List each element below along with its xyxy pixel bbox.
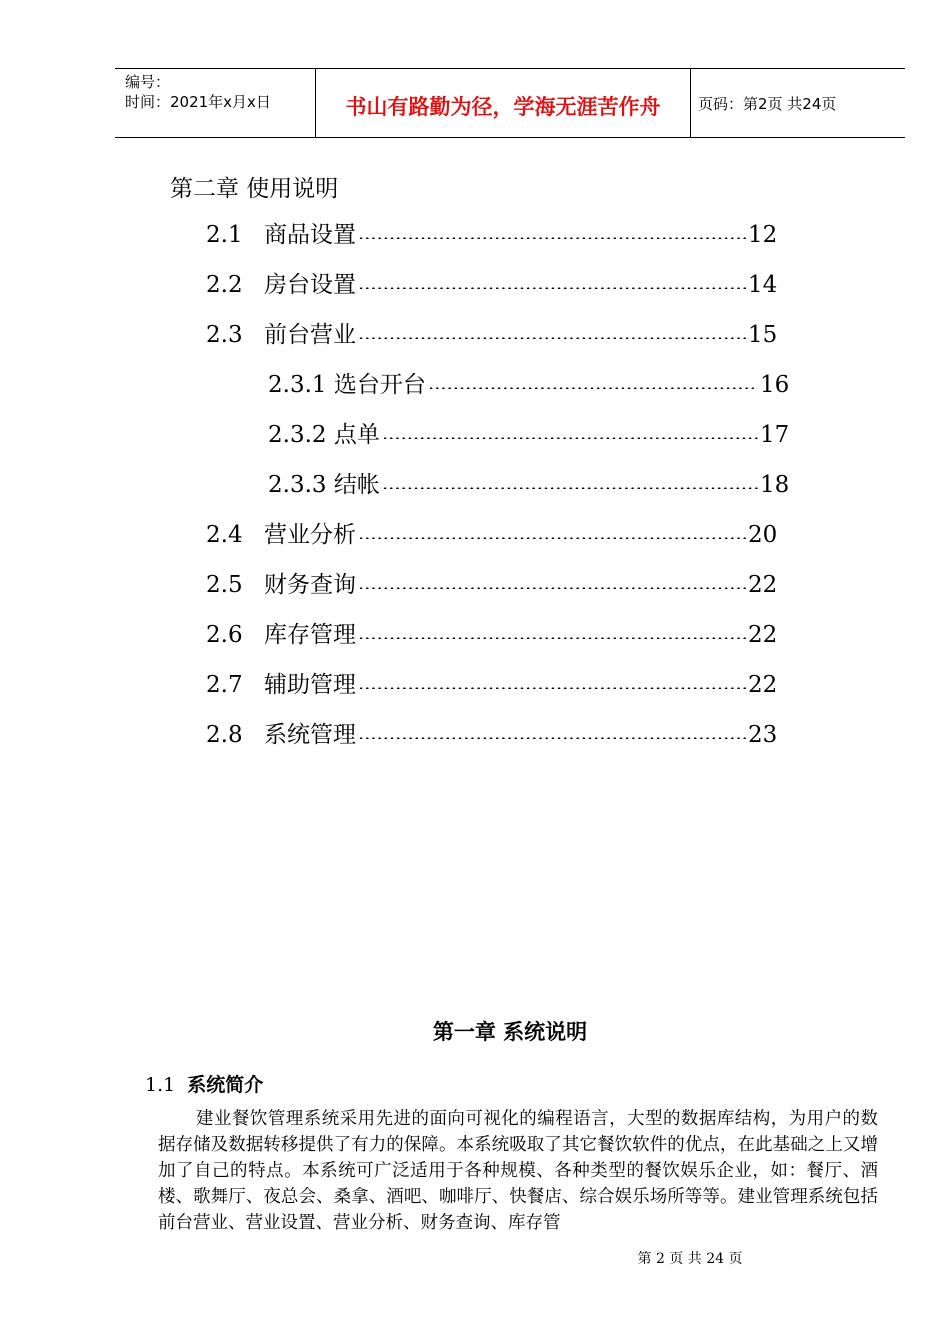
- toc-entry[interactable]: [206, 570, 806, 600]
- toc-entry[interactable]: [206, 470, 806, 500]
- toc-entry[interactable]: [206, 670, 806, 700]
- page-footer: 第 2 页 共 24 页: [637, 1251, 743, 1267]
- toc-entry-page: 12: [748, 222, 778, 248]
- toc-entry-page: 22: [748, 672, 778, 698]
- toc-entry-label: 辅助管理: [264, 672, 356, 698]
- toc-entry-number: 2.6: [206, 622, 243, 648]
- page-number-label: 页码：第2页 共24页: [698, 95, 837, 113]
- toc-leader-dots: [358, 237, 746, 239]
- section-number: 1.1: [145, 1074, 176, 1096]
- toc-entry-number: 2.8: [206, 722, 243, 748]
- toc-entry[interactable]: [206, 620, 806, 650]
- toc-entry[interactable]: [206, 520, 806, 550]
- toc-leader-dots: [382, 437, 758, 439]
- toc-entry-page: 22: [748, 572, 778, 598]
- toc-entry-number: 2.7: [206, 672, 243, 698]
- toc-entry-number: 2.2: [206, 272, 243, 298]
- section-title: 系统简介: [187, 1074, 264, 1096]
- toc-entry[interactable]: [206, 320, 806, 350]
- toc-entry-label: 商品设置: [264, 222, 356, 248]
- toc-entry-page: 16: [760, 372, 790, 398]
- toc-entry-label: 2.3.2 点单: [268, 422, 380, 448]
- body-paragraph: 建业餐饮管理系统采用先进的面向可视化的编程语言，大型的数据库结构，为用户的数据存储及数据转移提供了有力的保障。本系统吸取了其它餐饮软件的优点，在此基础之上又增加了自己的特点。本系统可广泛适用于各种规模、各种类型的餐饮娱乐企业，如：餐厅、酒楼、歌舞厅、夜总会、桑拿、酒吧、咖啡厅、快餐店、综合娱乐场所等等。建业管理系统包括前台营业、营业设置、营业分析、财务查询、库存管: [158, 1109, 878, 1233]
- toc-leader-dots: [358, 337, 746, 339]
- toc-entry-page: 22: [748, 622, 778, 648]
- toc-entry-label: 系统管理: [264, 722, 356, 748]
- chapter-title: 第一章 系统说明: [432, 1019, 588, 1044]
- toc-leader-dots: [358, 287, 746, 289]
- toc-entry[interactable]: [206, 420, 806, 450]
- header-page-cell: [690, 69, 905, 137]
- toc-entry-number: 2.1: [206, 222, 243, 248]
- toc-entry[interactable]: [206, 220, 806, 250]
- toc-entry-page: 18: [760, 472, 790, 498]
- toc-leader-dots: [382, 487, 758, 489]
- toc-entry-label: 房台设置: [264, 272, 356, 298]
- serial-label: 编号：: [125, 73, 171, 91]
- header-motto-cell: [315, 69, 691, 137]
- motto-text: 书山有路勤为径，学海无涯苦作舟: [345, 95, 661, 119]
- page-header: [115, 68, 905, 138]
- toc-entry[interactable]: [206, 270, 806, 300]
- toc-entry-label: 财务查询: [264, 572, 356, 598]
- toc-entry-number: 2.3: [206, 322, 243, 348]
- header-info-cell: [115, 69, 315, 137]
- toc-leader-dots: [358, 587, 746, 589]
- toc-entry-label: 2.3.1 选台开台: [268, 372, 426, 398]
- toc-leader-dots: [428, 387, 758, 389]
- toc-title: 第二章 使用说明: [170, 176, 339, 202]
- toc-entry-page: 14: [748, 272, 778, 298]
- toc-entry-label: 2.3.3 结帐: [268, 472, 380, 498]
- toc-entry-label: 前台营业: [264, 322, 356, 348]
- toc-leader-dots: [358, 637, 746, 639]
- toc-entry-label: 营业分析: [264, 522, 356, 548]
- toc-entry-label: 库存管理: [264, 622, 356, 648]
- toc-leader-dots: [358, 687, 746, 689]
- toc-leader-dots: [358, 537, 746, 539]
- toc-entry-page: 23: [748, 722, 778, 748]
- toc-entry[interactable]: [206, 720, 806, 750]
- toc-entry-page: 17: [760, 422, 790, 448]
- toc-leader-dots: [358, 737, 746, 739]
- toc-entry[interactable]: [206, 370, 806, 400]
- toc-entry-page: 15: [748, 322, 778, 348]
- toc-entry-number: 2.4: [206, 522, 243, 548]
- toc-entry-page: 20: [748, 522, 778, 548]
- toc-entry-number: 2.5: [206, 572, 243, 598]
- section-heading: [145, 1070, 263, 1097]
- time-label: 时间：2021年x月x日: [125, 93, 271, 111]
